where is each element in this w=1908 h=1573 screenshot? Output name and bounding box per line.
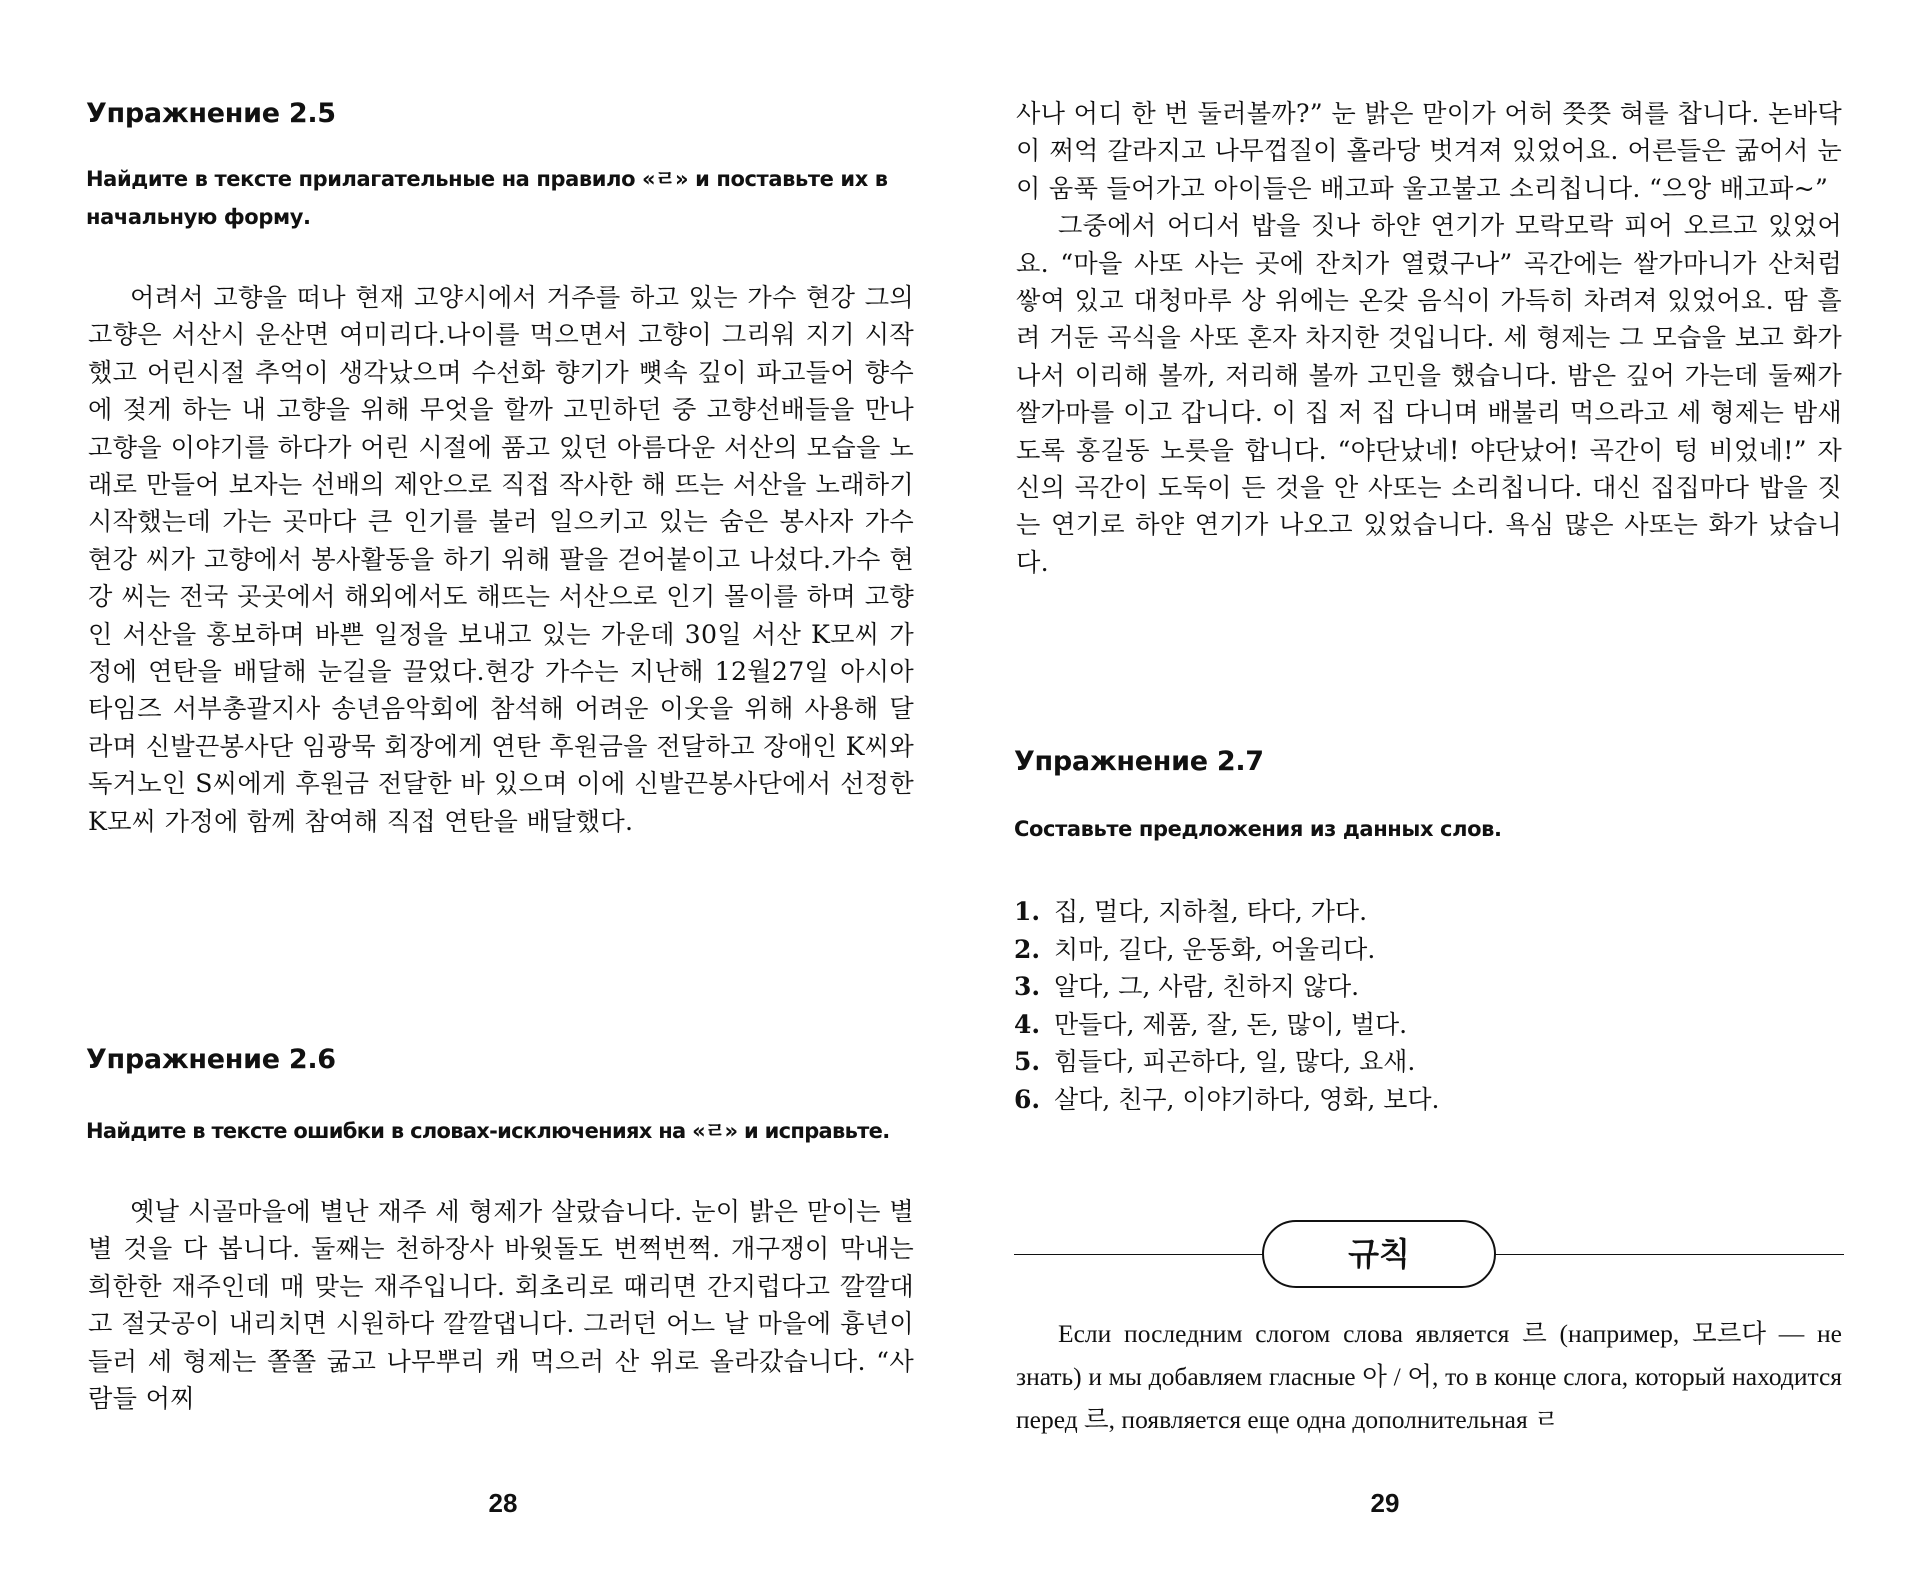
exercise-2-7-instruction: Составьте предложения из данных слов. [1014, 817, 1502, 841]
continued-paragraph-1: 사나 어디 한 번 둘러볼까?” 눈 밝은 맏이가 어허 쯧쯧 혀를 찹니다. 논바닥이 쩌억 갈라지고 나무껍질이 홀라당 벗겨져 있었어요. 어른들은 굶어서 눈이 움푹 들어가고 아이들은 배고파 울고불고 소리칩니다. “으앙 배고파~” [1016, 99, 1842, 203]
exercise-2-5-paragraph: 어려서 고향을 떠나 현재 고양시에서 거주를 하고 있는 가수 현강 그의 고향은 서산시 운산면 여미리다.나이를 먹으면서 고향이 그리워 지기 시작했고 어린시절 추억이 생각났으며 수선화 향기가 뼛속 깊이 파고들어 향수에 젖게 하는 내 고향을 위해 무엇을 할까 고민하던 중 고향선배들을 만나 고향을 이야기를 하다가 어린 시절에 품고 있던 아름다운 서산의 모습을 노래로 만들어 보자는 선배의 제안으로 직접 작사한 해 뜨는 서산을 노래하기 시작했는데 가는 곳마다 큰 인기를 불러 일으키고 있는 숨은 봉사자 가수 현강 씨가 고향에서 봉사활동을 하기 위해 팔을 걷어붙이고 나섰다.가수 현강 씨는 전국 곳곳에서 해외에서도 해뜨는 서산으로 인기 몰이를 하며 고향인 서산을 홍보하며 바쁜 일정을 보내고 있는 가운데 30일 서산 K모씨 가정에 연탄을 배달해 눈길을 끌었다.현강 가수는 지난해 12월27일 아시아타임즈 서부총괄지사 송년음악회에 참석해 어려운 이웃을 위해 사용해 달라며 신발끈봉사단 임광묵 회장에게 연탄 후원금을 전달하고 장애인 K씨와 독거노인 S씨에게 후원금 전달한 바 있으며 이에 신발끈봉사단에서 선정한 K모씨 가정에 함께 참여해 직접 연탄을 배달했다. [88, 283, 914, 836]
word-list [1014, 893, 1439, 1118]
exercise-2-6-continued-text [1016, 95, 1842, 581]
exercise-2-7-title: Упражнение 2.7 [1014, 746, 1264, 777]
list-item: 5. 힘들다, 피곤하다, 일, 많다, 요새. [1014, 1047, 1416, 1076]
list-item: 6. 살다, 친구, 이야기하다, 영화, 보다. [1014, 1084, 1440, 1114]
exercise-2-6-paragraph: 옛날 시골마을에 별난 재주 세 형제가 살랐습니다. 눈이 밝은 맏이는 별별 것을 다 봅니다. 둘째는 천하장사 바윗돌도 번쩍번쩍. 개구쟁이 막내는 희한한 재주인데 매 맞는 재주입니다. 회초리로 때리면 간지럽다고 깔깔대고 절굿공이 내리치면 시원하다 깔깔댑니다. 그러던 어느 날 마을에 흉년이 들러 세 형제는 쫄쫄 굶고 나무뿌리 캐 먹으러 산 위로 올라갔습니다. “사람들 어찌 [88, 1197, 914, 1414]
exercise-2-6-text [88, 1193, 914, 1417]
rule-heading: 규칙 [1262, 1220, 1496, 1288]
page-number: 28 [488, 1488, 518, 1518]
exercise-2-5-text [88, 279, 914, 840]
continued-paragraph-2: 그중에서 어디서 밥을 짓나 하얀 연기가 모락모락 피어 오르고 있었어요. “마을 사또 사는 곳에 잔치가 열렸구나” 곡간에는 쌀가마니가 산처럼 쌓여 있고 대청마루 상 위에는 온갖 음식이 가득히 차려져 있었어요. 땀 흘려 거둔 곡식을 사또 혼자 차지한 것입니다. 세 형제는 그 모습을 보고 화가 나서 이리해 볼까, 저리해 볼까 고민을 했습니다. 밤은 깊어 가는데 둘째가 쌀가마를 이고 갑니다. 이 집 저 집 다니며 배불리 먹으라고 세 형제는 밤새도록 홍길동 노릇을 합니다. “야단났네! 야단났어! 곡간이 텅 비었네!” 자신의 곡간이 도둑이 든 것을 안 사또는 소리칩니다. 대신 집집마다 밥을 짓는 연기로 하얀 연기가 나오고 있었습니다. 욕심 많은 사또는 화가 났습니다. [1016, 211, 1842, 577]
rule-text: Если последним слогом слова является 르 (например, 모르다 — не знать) и мы добавляем гласные 아 / 어, то в конце слога, который находится перед 르, появляется еще одна дополнительная ㄹ [1016, 1319, 1842, 1434]
exercise-2-5-title: Упражнение 2.5 [86, 98, 336, 129]
exercise-2-5-instruction: Найдите в тексте прилагательные на правило «ㄹ» и поставьте их в начальную форму. [86, 167, 888, 229]
exercise-2-6-instruction: Найдите в тексте ошибки в словах-исключениях на «ㄹ» и исправьте. [86, 1119, 890, 1143]
list-item: 4. 만들다, 제품, 잘, 돈, 많이, 벌다. [1014, 1009, 1408, 1039]
exercise-2-6-title: Упражнение 2.6 [86, 1044, 336, 1075]
rule-divider-right [1494, 1254, 1844, 1255]
rule-divider-left [1014, 1254, 1264, 1255]
right-page [954, 0, 1908, 1573]
page-number: 29 [1370, 1488, 1400, 1518]
list-item: 1. 집, 멀다, 지하철, 타다, 가다. [1014, 897, 1368, 926]
list-item: 3. 알다, 그, 사람, 친하지 않다. [1014, 972, 1360, 1001]
list-item: 2. 치마, 길다, 운동화, 어울리다. [1014, 934, 1376, 964]
